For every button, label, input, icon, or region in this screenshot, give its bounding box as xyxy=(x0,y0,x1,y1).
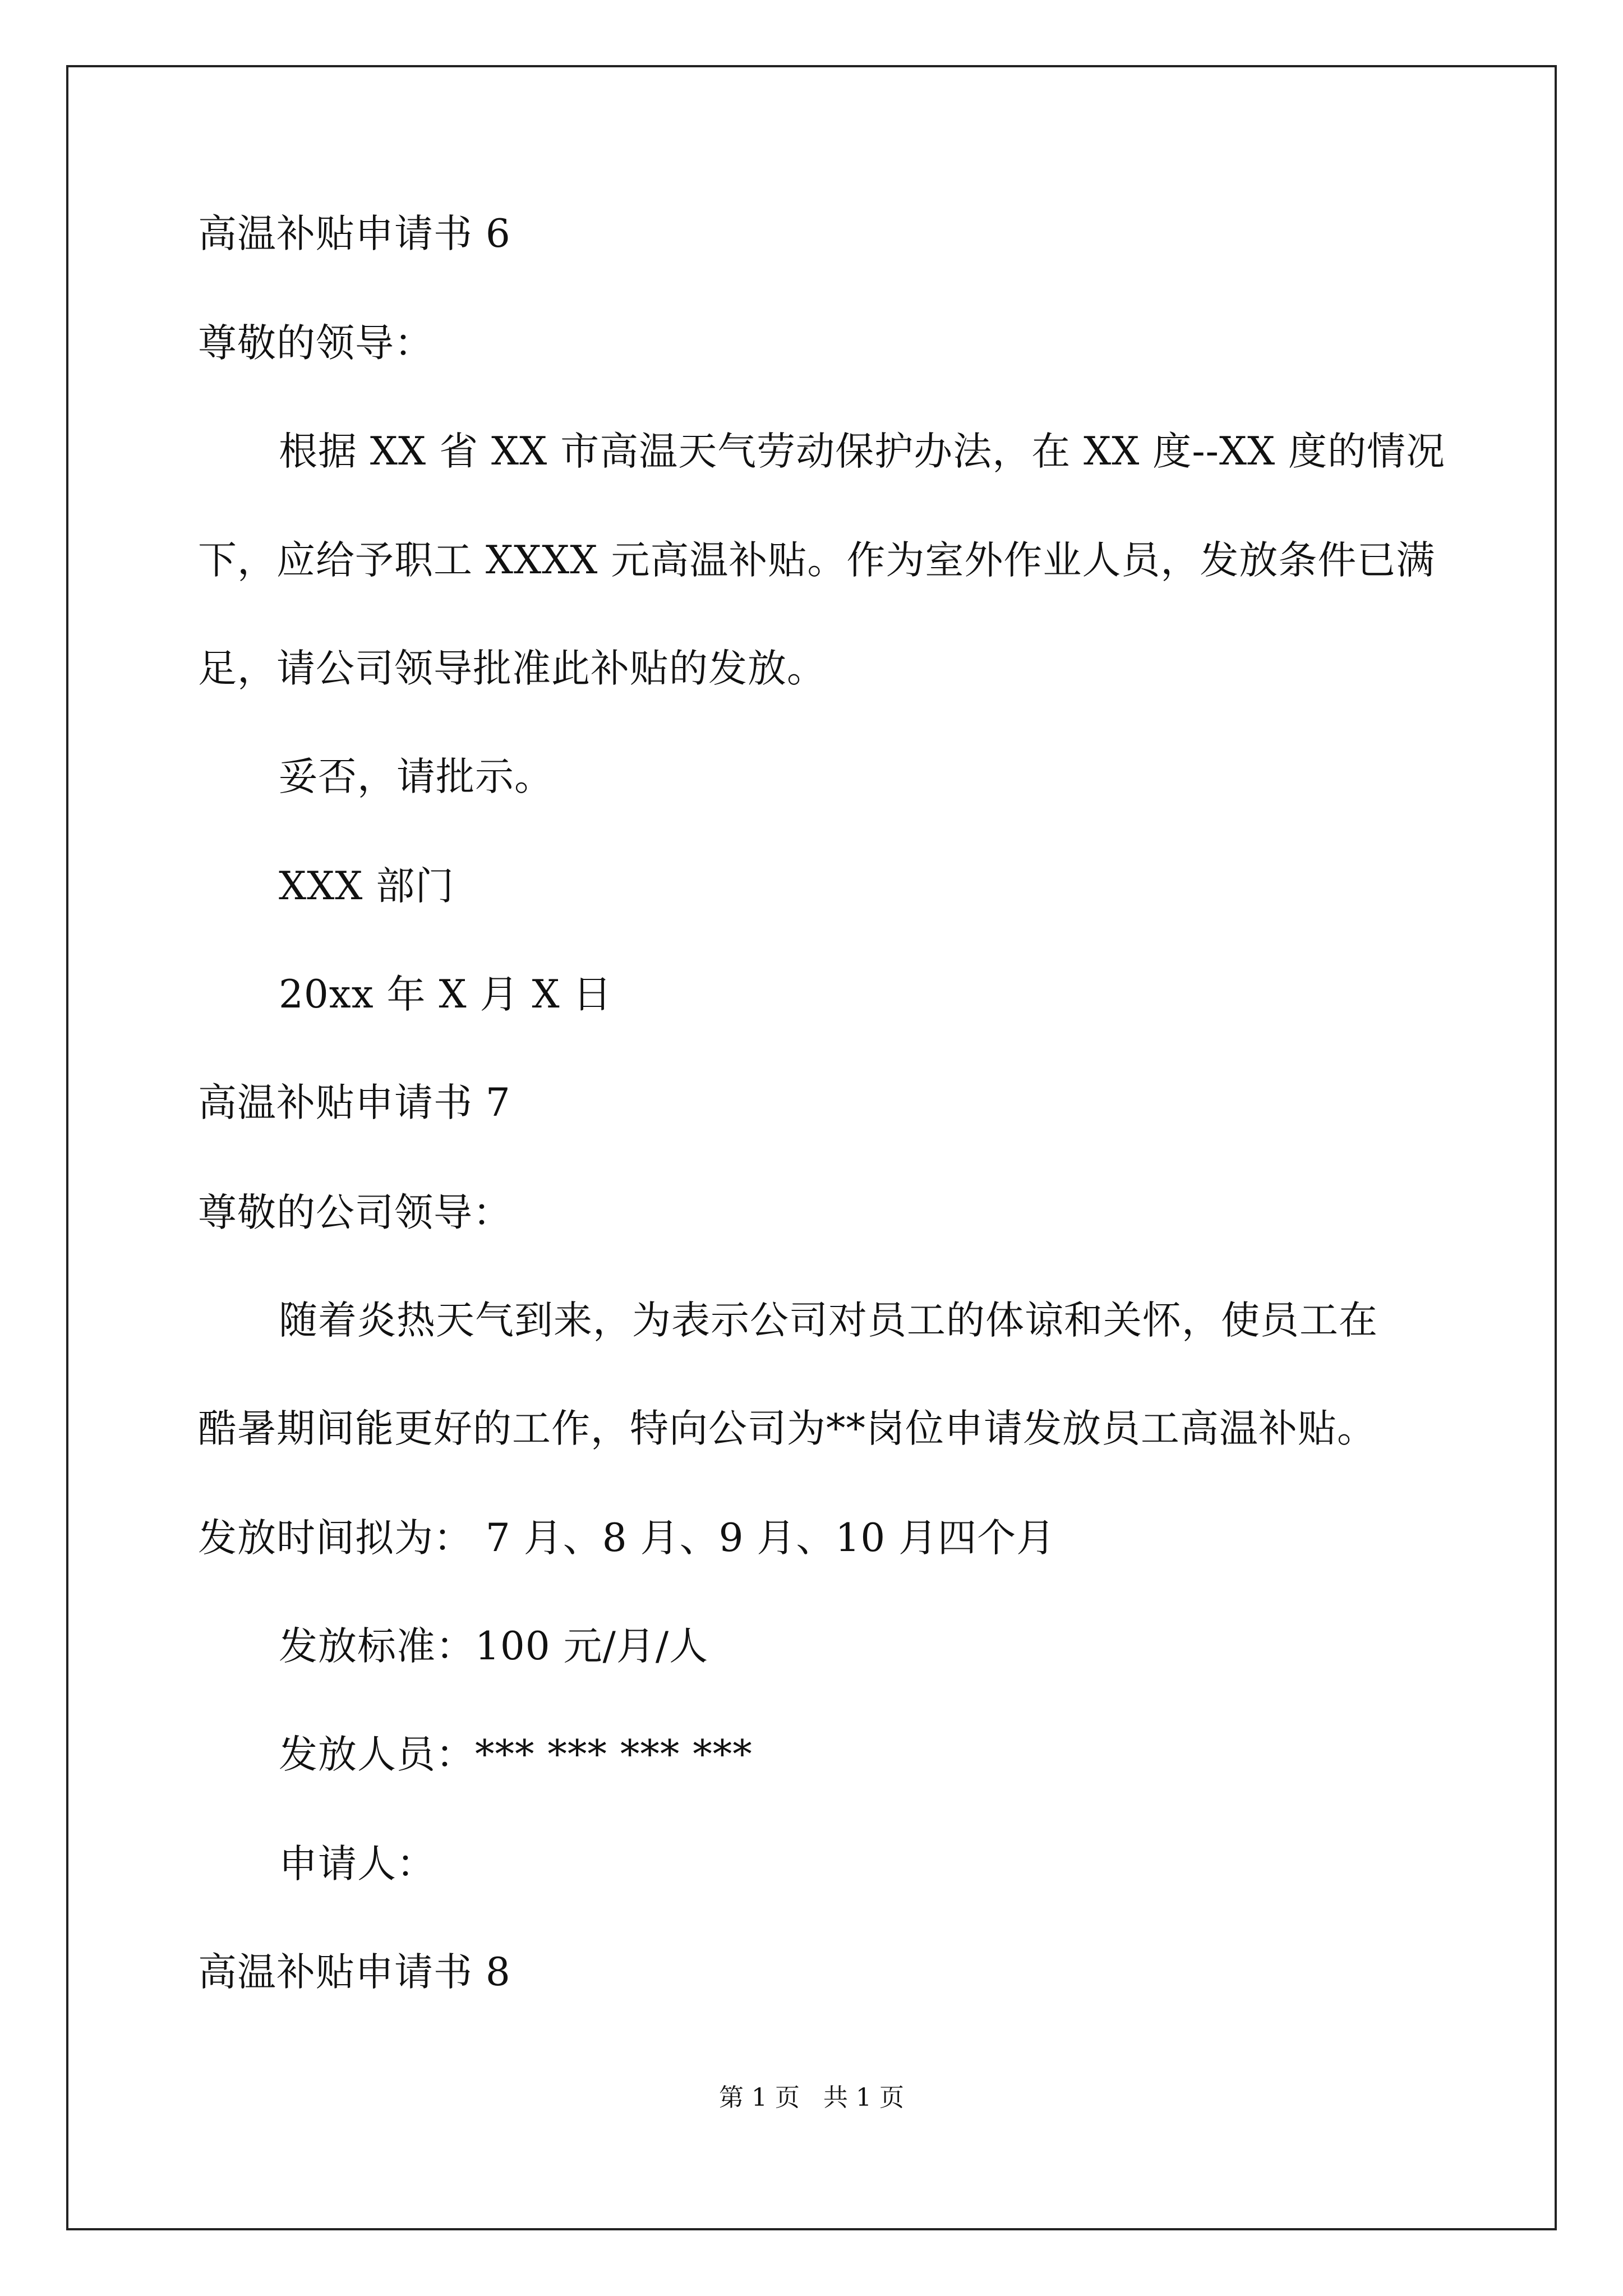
standard-line: 发放标准：100 元/月/人 xyxy=(279,1624,709,1669)
closing-line: 妥否，请批示。 xyxy=(279,754,554,799)
signature-department: XXX 部门 xyxy=(279,864,455,909)
paragraph-line: 随着炎热天气到来，为表示公司对员工的体谅和关怀，使员工在 xyxy=(279,1298,1378,1343)
page-number: 第 1 页 xyxy=(719,2083,800,2112)
paragraph-line: 根据 XX 省 XX 市高温天气劳动保护办法，在 XX 度--XX 度的情况 xyxy=(279,429,1446,474)
document-title-8: 高温补贴申请书 8 xyxy=(198,1950,511,1995)
document-title-7: 高温补贴申请书 7 xyxy=(198,1080,511,1125)
salutation: 尊敬的领导： xyxy=(198,321,434,366)
page-footer xyxy=(0,2081,1623,2115)
document-title-6: 高温补贴申请书 6 xyxy=(198,211,511,256)
page-total: 共 1 页 xyxy=(823,2083,904,2112)
paragraph-line: 下，应给予职工 XXXX 元高温补贴。作为室外作业人员，发放条件已满 xyxy=(198,538,1436,583)
applicant-line: 申请人： xyxy=(279,1842,436,1887)
paragraph-line: 足，请公司领导批准此补贴的发放。 xyxy=(198,646,826,691)
salutation: 尊敬的公司领导： xyxy=(198,1190,512,1235)
page-border xyxy=(66,65,1557,2230)
paragraph-line: 酷暑期间能更好的工作，特向公司为**岗位申请发放员工高温补贴。 xyxy=(198,1406,1376,1451)
staff-line: 发放人员：*** *** *** *** xyxy=(279,1732,753,1777)
paragraph-line: 发放时间拟为： 7 月、8 月、9 月、10 月四个月 xyxy=(198,1516,1056,1561)
signature-date: 20xx 年 X 月 X 日 xyxy=(279,972,612,1017)
